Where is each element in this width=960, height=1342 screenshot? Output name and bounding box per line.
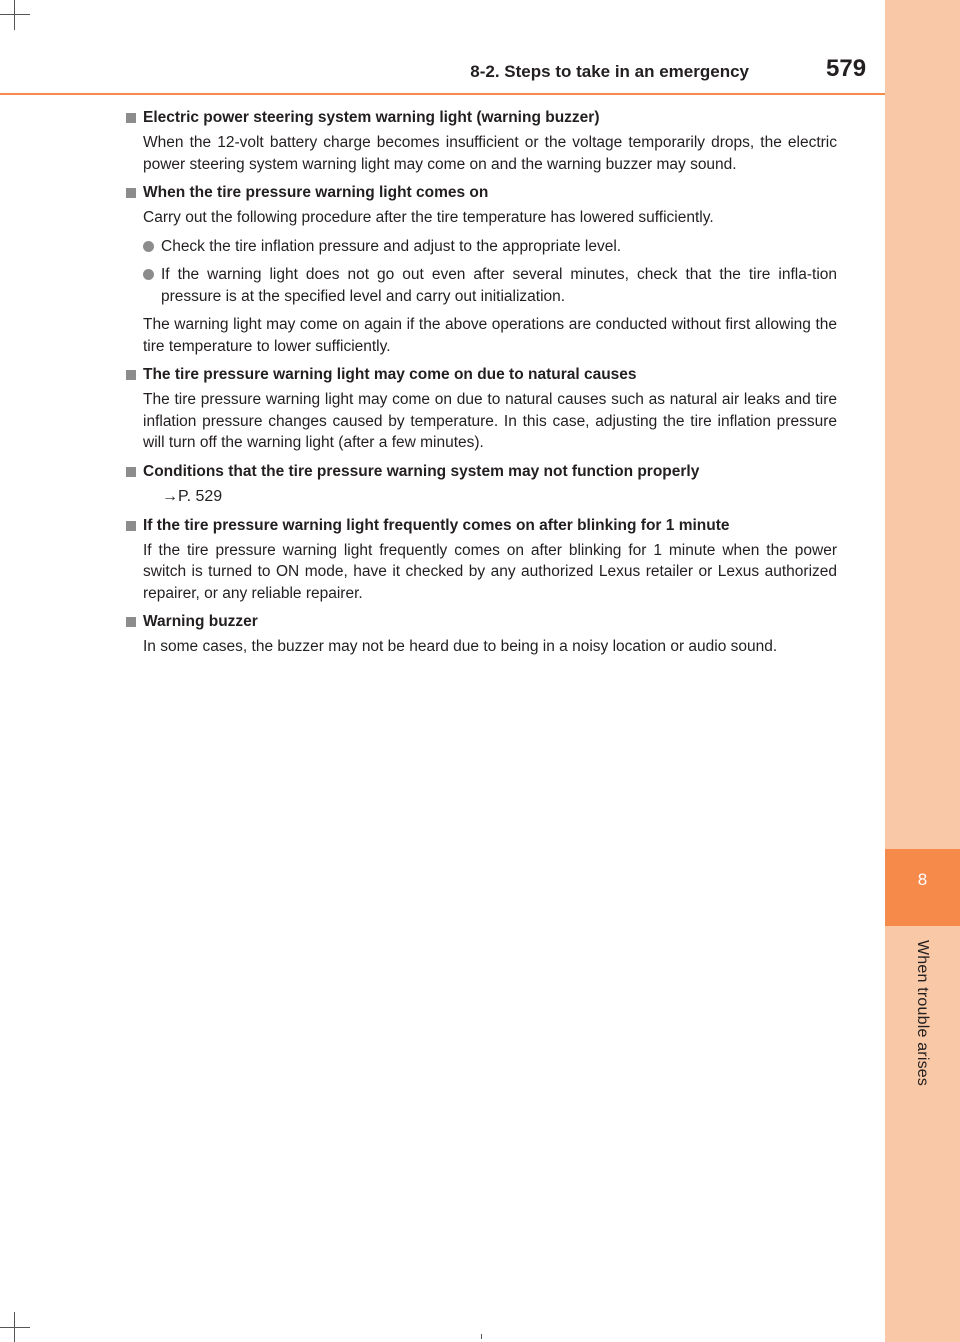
- chapter-title: When trouble arises: [914, 940, 931, 1087]
- section-heading: The tire pressure warning light may come on due to natural causes: [124, 364, 837, 385]
- page-number: 579: [826, 55, 867, 82]
- circle-bullet-icon: [143, 269, 154, 280]
- square-bullet-icon: [126, 113, 136, 123]
- section-heading: When the tire pressure warning light comes on: [124, 182, 837, 203]
- chapter-side-strip: [885, 0, 960, 1342]
- page-content: [124, 107, 837, 665]
- circle-bullet-icon: [143, 241, 154, 252]
- crop-mark: [0, 14, 30, 15]
- page-reference-link[interactable]: →P. 529: [162, 487, 223, 505]
- list-item: If the warning light does not go out even after several minutes, check that the tire infla-tion pressure is at the specified level and carry out initialization.: [124, 264, 837, 307]
- square-bullet-icon: [126, 617, 136, 627]
- square-bullet-icon: [126, 370, 136, 380]
- paragraph: When the 12-volt battery charge becomes insufficient or the voltage temporarily drops, the electric power steering system warning light may come on and the warning buzzer may sound.: [143, 134, 837, 173]
- crop-mark: [481, 1334, 482, 1339]
- section-heading: Electric power steering system warning light (warning buzzer): [124, 107, 837, 128]
- paragraph: The tire pressure warning light may come on due to natural causes such as natural air leaks and tire inflation pressure changes caused by temperature. In this case, adjusting the tire inflation pressure will turn off the warning light (after a few minutes).: [143, 391, 837, 451]
- paragraph: In some cases, the buzzer may not be heard due to being in a noisy location or audio sound.: [143, 638, 778, 655]
- section-heading: If the tire pressure warning light frequently comes on after blinking for 1 minute: [124, 515, 837, 536]
- crop-mark: [14, 0, 15, 30]
- square-bullet-icon: [126, 188, 136, 198]
- section-title: 8-2. Steps to take in an emergency: [470, 62, 749, 81]
- square-bullet-icon: [126, 521, 136, 531]
- header-rule: [0, 93, 885, 95]
- section-heading: Conditions that the tire pressure warning system may not function properly: [124, 461, 837, 482]
- crop-mark: [0, 1327, 30, 1328]
- paragraph: If the tire pressure warning light frequently comes on after blinking for 1 minute when the power switch is turned to ON mode, have it checked by any authorized Lexus retailer or Lexus authorized repairer, or any reliable repairer.: [143, 541, 837, 602]
- paragraph: The warning light may come on again if the above operations are conducted without first allowing the tire temperature to lower sufficiently.: [143, 316, 837, 355]
- section-heading: Warning buzzer: [124, 611, 837, 632]
- chapter-number: 8: [917, 870, 928, 889]
- square-bullet-icon: [126, 467, 136, 477]
- paragraph: Carry out the following procedure after the tire temperature has lowered sufficiently.: [143, 209, 714, 226]
- list-item: Check the tire inflation pressure and adjust to the appropriate level.: [124, 236, 837, 258]
